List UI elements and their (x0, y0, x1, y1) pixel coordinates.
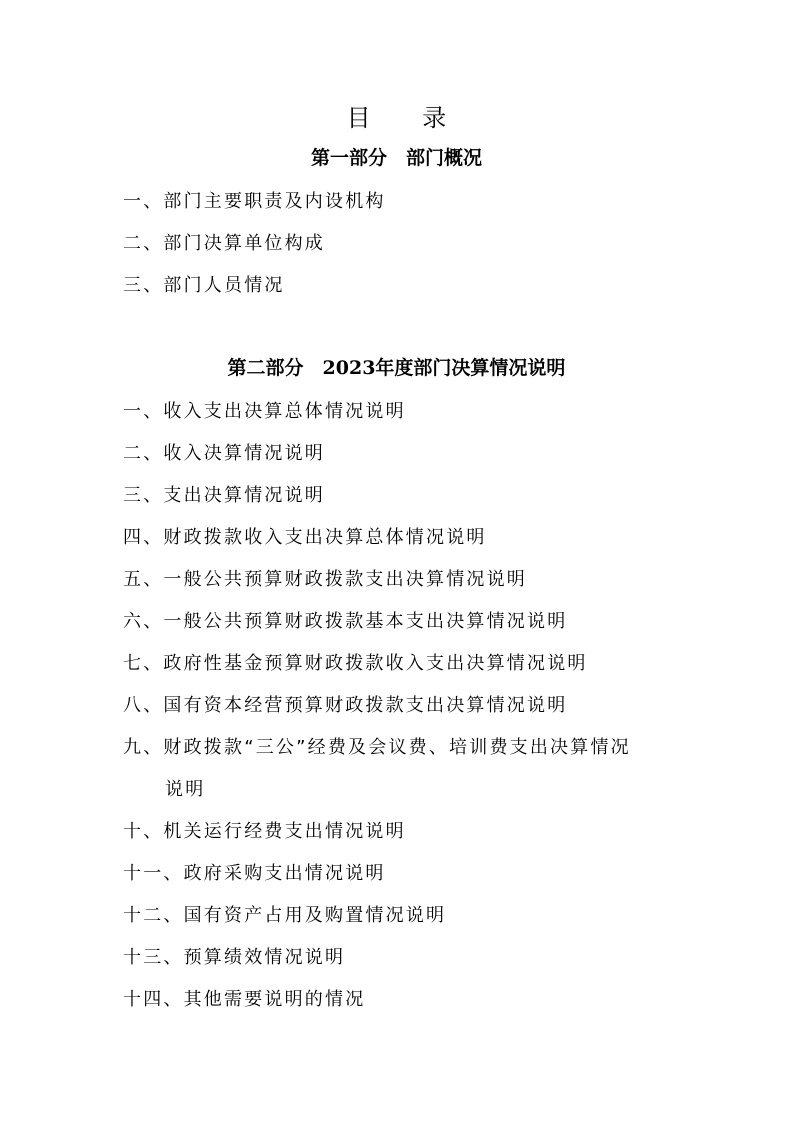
toc-item-part2-6: 六、一般公共预算财政拨款基本支出决算情况说明 (123, 611, 568, 632)
toc-item-part2-11: 十一、政府采购支出情况说明 (123, 863, 386, 884)
toc-item-part2-8: 八、国有资本经营预算财政拨款支出决算情况说明 (123, 695, 568, 716)
toc-item-part1-3: 三、部门人员情况 (123, 275, 285, 296)
toc-item-part1-2: 二、部门决算单位构成 (123, 233, 325, 254)
toc-item-part1-1: 一、部门主要职责及内设机构 (123, 191, 386, 212)
toc-item-part2-9: 九、财政拨款“三公”经费及会议费、培训费支出决算情况 (123, 737, 631, 758)
toc-item-part2-2: 二、收入决算情况说明 (123, 443, 325, 464)
toc-item-part2-13: 十三、预算绩效情况说明 (123, 947, 346, 968)
toc-item-part2-4: 四、财政拨款收入支出决算总体情况说明 (123, 527, 487, 548)
toc-title: 目 录 (346, 104, 469, 132)
toc-item-part2-7: 七、政府性基金预算财政拨款收入支出决算情况说明 (123, 653, 588, 674)
toc-item-part2-3: 三、支出决算情况说明 (123, 485, 325, 506)
toc-item-part2-12: 十二、国有资产占用及购置情况说明 (123, 905, 447, 926)
toc-item-part2-9-continued: 说明 (165, 779, 206, 800)
toc-item-part2-5: 五、一般公共预算财政拨款支出决算情况说明 (123, 569, 527, 590)
part1-heading: 第一部分 部门概况 (310, 147, 482, 169)
toc-item-part2-1: 一、收入支出决算总体情况说明 (123, 401, 406, 422)
toc-item-part2-14: 十四、其他需要说明的情况 (123, 989, 366, 1010)
toc-item-part2-10: 十、机关运行经费支出情况说明 (123, 821, 406, 842)
part2-heading: 第二部分 2023年度部门决算情况说明 (227, 357, 566, 379)
